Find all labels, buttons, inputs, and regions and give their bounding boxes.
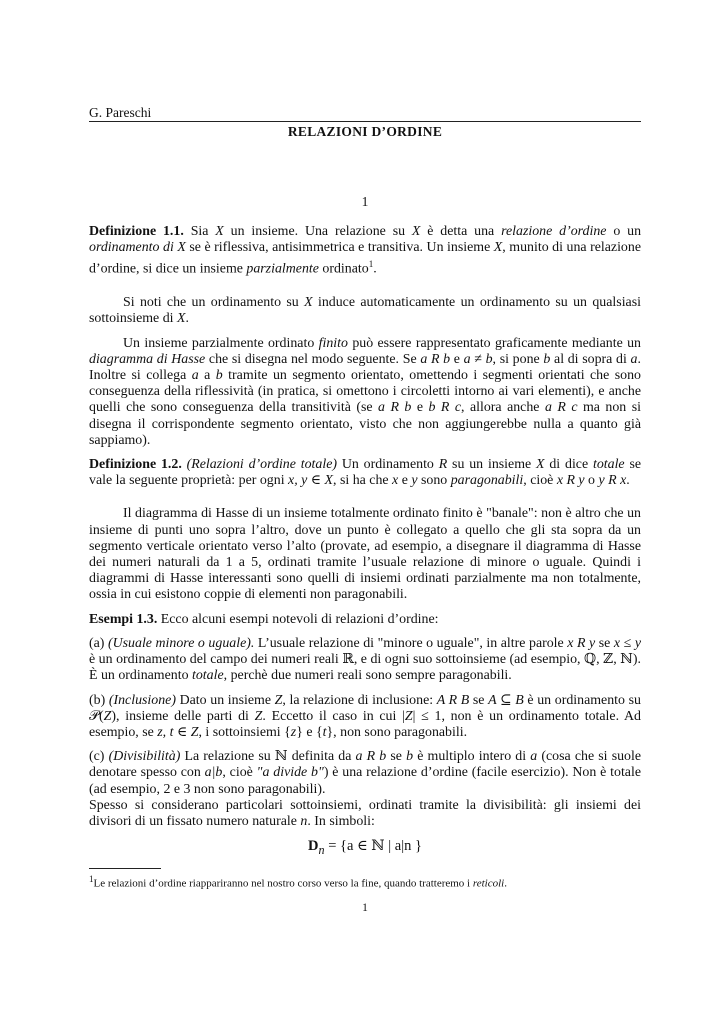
footnote: $^1$Le relazioni d’ordine riappariranno nel nostro corso verso la fine, quando tratteremo i reticoli. xyxy=(89,874,507,890)
example-c-continued: Spesso si considerano particolari sottoinsiemi, ordinati tramite la divisibilità: gli insiemi dei divisori di un fissato numero naturale n. In simboli: xyxy=(89,797,641,829)
paragraph-diagramma-hasse: Un insieme parzialmente ordinato finito può essere rappresentato graficamente mediante un diagramma di Hasse che si disegna nel modo seguente. Se a R b e a ≠ b, si pone b al di sopra di a. Inoltre si collega a a b tramite un segmento orientato, omettendo i segmenti orientati che sono conseguenza della riflessività (in pratica, si omettono i circoletti intorno ai vari elementi), e anche quelli che sono conseguenza della transitività (se a R b e b R c, allora anche a R c ma non si disegna il corrispondente segmento orientato, visto che non aggiungerebbe nulla a quanto già sappiamo). xyxy=(89,335,641,448)
footnote-rule xyxy=(89,868,161,869)
header-rule xyxy=(89,121,641,122)
divisor-set-formula: $D_n = \{a$ ∈ ℕ | a|n } xyxy=(308,838,422,858)
footnote-marker: 1 xyxy=(368,259,374,270)
example-b: (b) (Inclusione) Dato un insieme Z, la relazione di inclusione: A R B se A ⊆ B è un ordinamento su 𝒫(Z), insieme delle parti di Z. Eccetto il caso in cui |Z| ≤ 1, non è un ordinamento totale. Ad esempio, se z, t ∈ Z, i sottoinsiemi {z} e {t}, non sono paragonabili. xyxy=(89,692,641,740)
main-text xyxy=(89,224,641,858)
examples-heading: Esempi 1.3. Ecco alcuni esempi notevoli di relazioni d’ordine: xyxy=(89,611,439,627)
page-number: 1 xyxy=(362,902,368,914)
example-c: (c) (Divisibilità) La relazione su ℕ definita da a R b se b è multiplo intero di a (cosa che si suole denotare spesso con a|b, cioè "a divide b") è una relazione d’ordine (facile esercizio). Non è totale (ad esempio, 2 e 3 non sono paragonabili). xyxy=(89,749,642,797)
paragraph-ordinamento-sottoinsieme: Si noti che un ordinamento su X induce automaticamente un ordinamento su un qualsiasi sottoinsieme di X. xyxy=(89,295,641,327)
page-title: RELAZIONI D’ORDINE xyxy=(287,124,443,139)
section-number: 1 xyxy=(361,194,369,209)
running-header: G. Pareschi xyxy=(89,105,152,120)
definition-1-1: Definizione 1.1. Sia X un insieme. Una relazione su X è detta una relazione d’ordine o un ordinamento di X se è riflessiva, antisimmetrica e transitiva. Un insieme X, munito di una relazione d’ordine, si dice un insieme parzialmente ordinato$^1$. xyxy=(89,224,642,278)
definition-1-2: Definizione 1.2. (Relazioni d’ordine totale) Un ordinamento R su un insieme X di dice totale se vale la seguente proprietà: per ogni x, y ∈ X, si ha che x e y sono paragonabili, cioè x R y o y R x. xyxy=(89,457,642,489)
example-a: (a) (Usuale minore o uguale). L’usuale relazione di "minore o uguale", in altre parole x R y se x ≤ y è un ordinamento del campo dei numeri reali ℝ, e di ogni suo sottoinsieme (ad esempio, ℚ, ℤ, ℕ). È un ordinamento totale, perchè due numeri reali sono sempre paragonabili. xyxy=(89,635,641,684)
paragraph-ordine-totale: Il diagramma di Hasse di un insieme totalmente ordinato finito è "banale": non è altro che un insieme di punti uno sopra l’altro, dove un punto è collegato a quello che gli sta sopra da un segmento verticale orientato verso l’alto (provate, ad esempio, a disegnare il diagramma di Hasse dei numeri naturali da 1 a 5, ordinati tramite l’usuale relazione di minore o uguale. Quindi i diagrammi di Hasse interessanti sono quelli di insiemi ordinati parzialmente ma non totalmente, ossia in cui esistono coppie di elementi non paragonabili. xyxy=(89,506,641,603)
